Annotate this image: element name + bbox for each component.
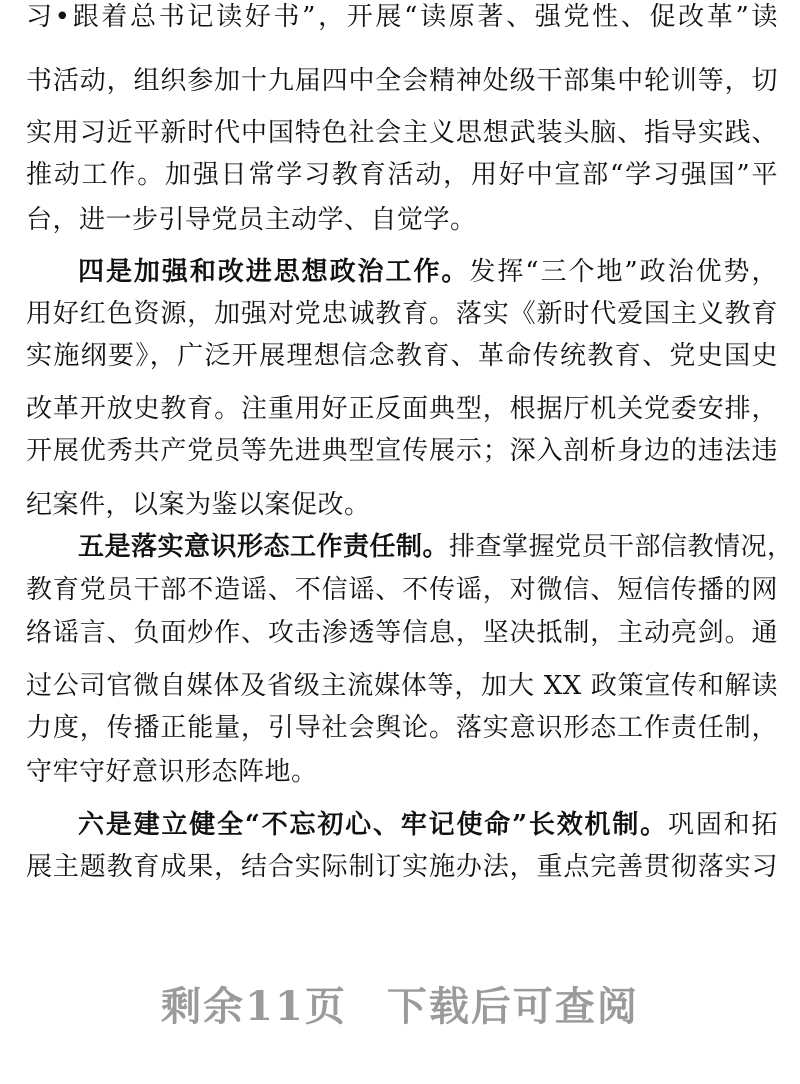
paragraph-line: 习•跟着总书记读好书”，开展“读原著、强党性、促改革”读 bbox=[26, 2, 778, 32]
paragraph-text: 排查掌握党员干部信教情况， bbox=[449, 532, 794, 562]
paragraph-line: 展主题教育成果，结合实际制订实施办法，重点完善贯彻落实习 bbox=[26, 852, 778, 882]
section-heading-6: 六是建立健全“不忘初心、牢记使命”长效机制。 bbox=[78, 810, 669, 840]
paragraph-line: 实用习近平新时代中国特色社会主义思想武装头脑、指导实践、 bbox=[26, 118, 778, 148]
paragraph-line: 实施纲要》，广泛开展理想信念教育、革命传统教育、党史国史 bbox=[26, 341, 778, 371]
paragraph-line: 台，进一步引导党员主动学、自觉学。 bbox=[26, 205, 477, 235]
section-6-line bbox=[78, 808, 778, 842]
section-heading-5: 五是落实意识形态工作责任制。 bbox=[78, 532, 450, 562]
paragraph-line: 络谣言、负面炒作、攻击渗透等信息，坚决抵制，主动亮剑。通 bbox=[26, 618, 778, 648]
remaining-pages-label: 剩余11页 bbox=[161, 983, 347, 1030]
section-4-line bbox=[78, 255, 778, 289]
paragraph-line: 推动工作。加强日常学习教育活动，用好中宣部“学习强国”平 bbox=[26, 160, 778, 190]
paragraph-line: 力度，传播正能量，引导社会舆论。落实意识形态工作责任制， bbox=[26, 713, 778, 743]
paragraph-line: 改革开放史教育。注重用好正反面典型，根据厅机关党委安排， bbox=[26, 394, 778, 424]
paragraph-line: 教育党员干部不造谣、不信谣、不传谣，对微信、短信传播的网 bbox=[26, 575, 778, 605]
paragraph-line: 用好红色资源，加强对党忠诚教育。落实《新时代爱国主义教育 bbox=[26, 299, 778, 329]
paragraph-line: 开展优秀共产党员等先进典型宣传展示；深入剖析身边的违法违 bbox=[26, 436, 778, 466]
paragraph-text: 发挥“三个地”政治优势， bbox=[469, 257, 778, 287]
section-heading-4: 四是加强和改进思想政治工作。 bbox=[78, 257, 470, 287]
paragraph-line: 过公司官微自媒体及省级主流媒体等，加大 XX 政策宣传和解读 bbox=[26, 671, 778, 701]
section-5-line bbox=[78, 530, 794, 564]
download-banner[interactable] bbox=[0, 975, 800, 1032]
paragraph-line: 守牢守好意识形态阵地。 bbox=[26, 757, 318, 787]
paragraph-line: 纪案件，以案为鉴以案促改。 bbox=[26, 490, 371, 520]
paragraph-line: 书活动，组织参加十九届四中全会精神处级干部集中轮训等，切 bbox=[26, 66, 778, 96]
download-to-view-label: 下载后可查阅 bbox=[386, 983, 639, 1030]
paragraph-text: 巩固和拓 bbox=[668, 810, 778, 840]
